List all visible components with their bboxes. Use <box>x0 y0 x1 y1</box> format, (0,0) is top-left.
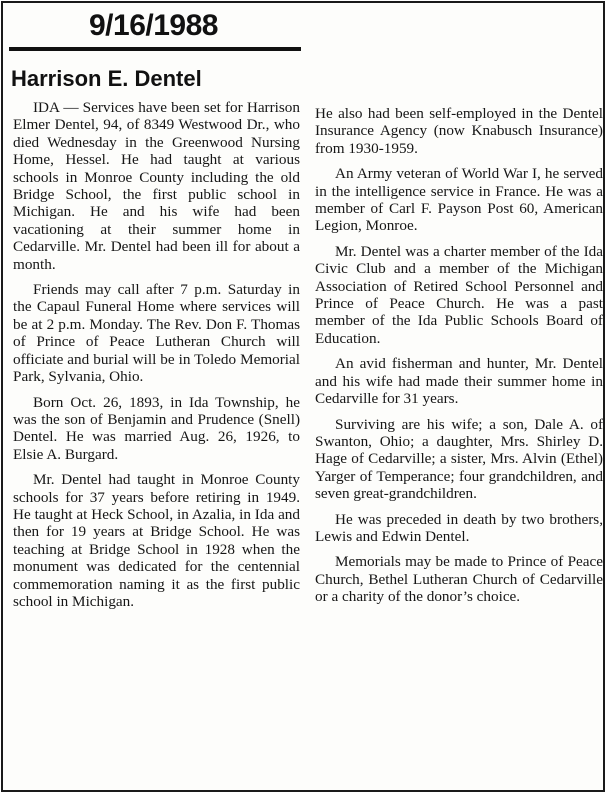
paragraph-visitation: Friends may call after 7 p.m. Saturday in the Capaul Funeral Home where services will be at 2 p.m. Monday. The Rev. Don F. Thomas of Prince of Peace Lutheran Church will officiate and burial will be in Toledo Memorial Park, Sylvania, Ohio. <box>13 281 300 386</box>
right-text-column <box>315 105 603 614</box>
paragraph-military-service: An Army veteran of World War I, he served in the intelligence service in France. He was a member of Carl F. Payson Post 60, American Legion, Monroe. <box>315 165 603 235</box>
paragraph-insurance-agency: He also had been self-employed in the Dentel Insurance Agency (now Knabusch Insurance) from 1930-1959. <box>315 105 603 157</box>
paragraph-services: IDA — Services have been set for Harrison Elmer Dentel, 94, of 8349 Westwood Dr., who died Wednesday in the Greenwood Nursing Home, Hessel. He had taught at various schools in Monroe County including the old Bridge School, the first public school in Michigan. He and his wife had been vacationing at their summer home in Cedarville. Mr. Dentel had been ill for about a month. <box>13 99 300 273</box>
obituary-headline: Harrison E. Dentel <box>11 66 202 91</box>
clipping-date: 9/16/1988 <box>89 9 218 42</box>
left-text-column <box>13 99 300 618</box>
paragraph-survivors: Surviving are his wife; a son, Dale A. of Swanton, Ohio; a daughter, Mrs. Shirley D. Hage of Cedarville; a sister, Mrs. Alvin (Ethel) Yarger of Temperance; four grandchildren, and seven great-grandchildren. <box>315 415 603 503</box>
paragraph-hobbies: An avid fisherman and hunter, Mr. Dentel and his wife had made their summer home in Cedarville for 31 years. <box>315 355 603 408</box>
paragraph-birth: Born Oct. 26, 1893, in Ida Township, he was the son of Benjamin and Prudence (Snell) Dentel. He was married Aug. 26, 1926, to Elsie A. Burgard. <box>13 393 300 463</box>
paragraph-teaching-career: Mr. Dentel had taught in Monroe County schools for 37 years before retiring in 1949. He taught at Heck School, in Azalia, in Ida and then for 19 years at Bridge School. He was teaching at Bridge School in 1928 when the monument was dedicated for the centennial commemoration naming it as the first public school in Michigan. <box>13 471 300 610</box>
paragraph-preceded-in-death: He was preceded in death by two brothers, Lewis and Edwin Dentel. <box>315 510 603 545</box>
paragraph-memberships: Mr. Dentel was a charter member of the Ida Civic Club and a member of the Michigan Association of Retired School Personnel and Prince of Peace Church. He was a past member of the Ida Public Schools Board of Education. <box>315 242 603 347</box>
paragraph-memorials: Memorials may be made to Prince of Peace Church, Bethel Lutheran Church of Cedarville or a charity of the donor’s choice. <box>315 553 603 606</box>
date-underline-rule <box>9 47 301 51</box>
obituary-clipping <box>1 1 605 792</box>
